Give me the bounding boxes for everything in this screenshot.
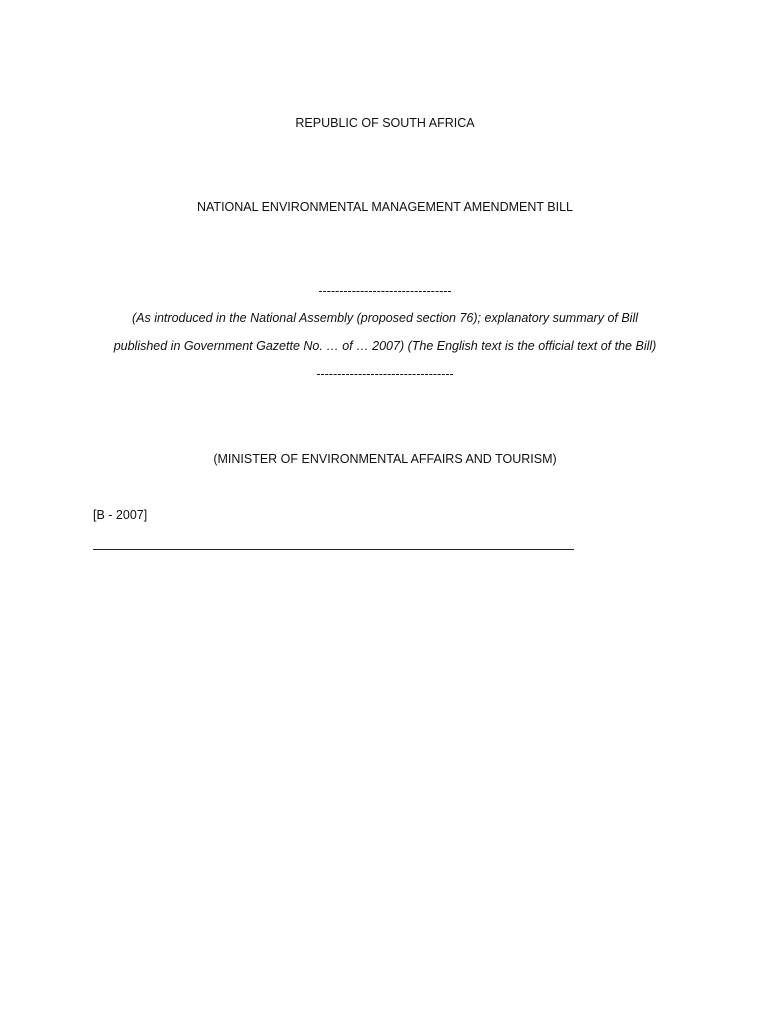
bill-number: [B - 2007] xyxy=(93,508,148,522)
top-dash-separator: -------------------------------- xyxy=(318,284,452,298)
minister-attribution: (MINISTER OF ENVIRONMENTAL AFFAIRS AND TOURISM) xyxy=(213,452,557,466)
introduction-note-line-1: (As introduced in the National Assembly (proposed section 76); explanatory summary of Bill xyxy=(131,311,639,325)
horizontal-rule xyxy=(93,549,574,550)
introduction-note-line-2: published in Government Gazette No. … of … 2007) (The English text is the official text of the Bill) xyxy=(113,339,657,353)
bottom-dash-separator: --------------------------------- xyxy=(316,367,454,381)
country-heading: REPUBLIC OF SOUTH AFRICA xyxy=(295,116,475,130)
bill-title: NATIONAL ENVIRONMENTAL MANAGEMENT AMENDMENT BILL xyxy=(197,200,573,214)
